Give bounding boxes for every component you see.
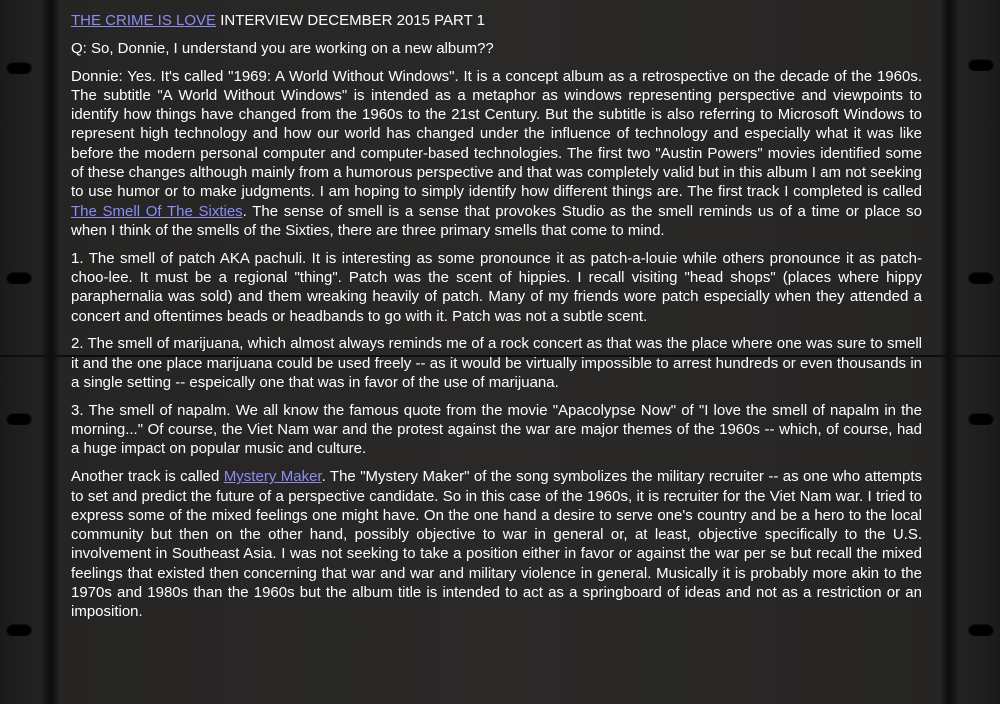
answer-text-continued: . The sense of smell is a sense that provokes Studio as the smell reminds us of a time or place so when I think of the smells of the Sixties, there are three primary smells that come to mind. <box>71 202 922 239</box>
smell-item-marijuana: 2. The smell of marijuana, which almost always reminds me of a rock concert as that was the place where one was sure to smell it and the one place marijuana could be used freely -- as it would be virtually impossible to arrest hundreds or even thousands in a single setting -- espeically one that was in favor of the use of marijuana. <box>71 335 922 392</box>
mystery-text: Another track is called <box>71 468 224 486</box>
question-paragraph: Q: So, Donnie, I understand you are working on a new album?? <box>71 39 494 57</box>
mystery-maker-link[interactable]: Mystery Maker <box>223 468 322 486</box>
sprocket-hole <box>968 58 994 71</box>
smell-item-patch: 1. The smell of patch AKA pachuli. It is interesting as some pronounce it as patch-a-louie while others pronounce it as patch-choo-lee. It must be a regional "thing". Patch was the scent of hippies. I recall visiting "head shops" (places where hippy paraphernalia was sold) and them wreaking heavily of patch. Many of my friends wore patch especially when they attended a concert and oftentimes beads or headbands to go with it. Patch was not a subtle scent. <box>71 249 922 325</box>
mystery-text-continued: . The "Mystery Maker" of the song symbolizes the military recruiter -- as one who attempts to set and predict the future of a perspective candidate. So in this case of the 1960s, it is recruiter for the Viet Nam war. I tried to express some of the mixed feelings one might have. On the one hand a desire to serve one's country and be a hero to the local community but then on the other hand, possibly objective to war in general or, at least, objective specifically to the U.S. involvement in Southeast Asia. I was not seeking to take a position either in favor or against the war per se but recall the mixed feelings that existed then concerning that war and war and military violence in general. Musically it is probably more akin to the 1970s and 1980s than the 1960s but the album title is intended to act as a springboard of ideas and not as a restriction or an imposition. <box>71 468 922 621</box>
sprocket-hole <box>6 412 32 425</box>
smell-item-napalm: 3. The smell of napalm. We all know the famous quote from the movie "Apacolypse Now" of "I love the smell of napalm in the morning..." Of course, the Viet Nam war and the protest against the war are major themes of the 1960s -- which, of course, had a huge impact on popular music and culture. <box>71 401 922 458</box>
sprocket-hole <box>968 412 994 425</box>
sprocket-hole <box>6 61 32 74</box>
title-text: INTERVIEW DECEMBER 2015 PART 1 <box>216 12 486 29</box>
interview-article <box>71 11 922 630</box>
page-title <box>71 11 922 30</box>
sprocket-hole <box>968 271 994 284</box>
smell-of-the-sixties-link[interactable]: The Smell Of The Sixties <box>71 202 243 220</box>
band-link[interactable]: THE CRIME IS LOVE <box>71 12 217 29</box>
sprocket-hole <box>6 623 32 636</box>
answer-text: Donnie: Yes. It's called "1969: A World Without Windows". It is a concept album as a retrospective on the decade of the 1960s. The subtitle "A World Without Windows" is intended as a metaphor as windows representing perspective and viewpoints to identify how things have changed from the 1960s to the 21st Century. But the subtitle is also referring to Microsoft Windows to represent high technology and how our world has changed under the influence of technology and especially what it was like before the modern personal computer and computer-based technologies. The first two "Austin Powers" movies identified some of these changes although mainly from a humorous perspective and that was completely valid but in this album I am not seeking to use humor or to make judgments. I am hoping to simply identify how different things are. The first track I completed is called <box>71 67 922 201</box>
sprocket-hole <box>968 623 994 636</box>
mystery-maker-paragraph <box>71 467 922 621</box>
answer-paragraph <box>71 67 922 241</box>
sprocket-hole <box>6 271 32 284</box>
